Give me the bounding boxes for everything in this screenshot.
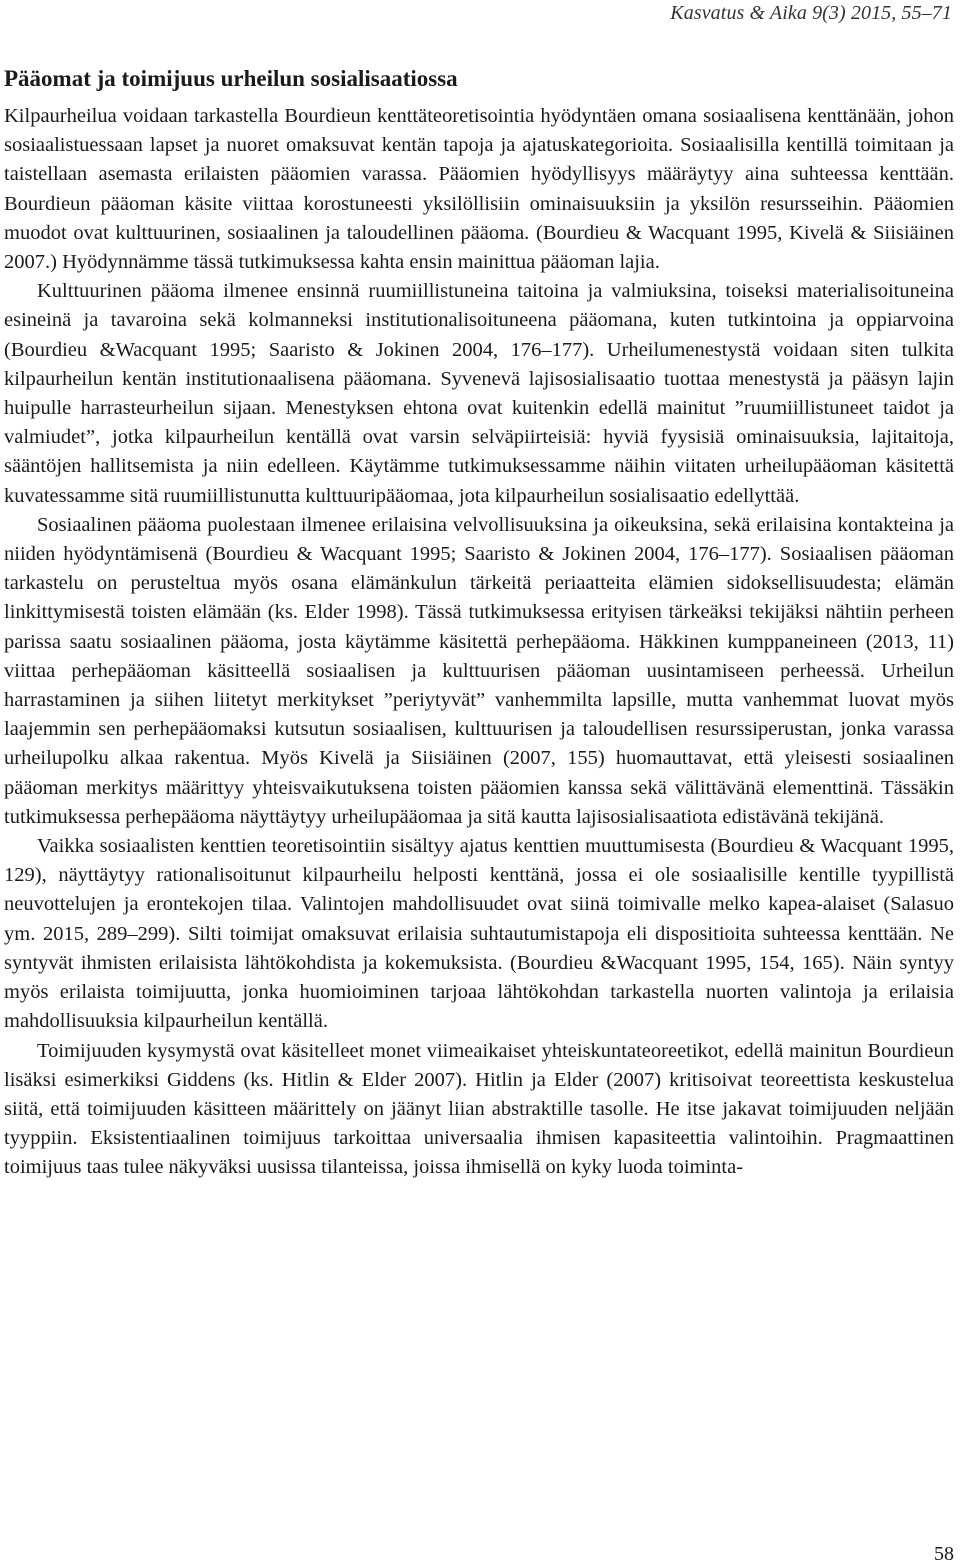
journal-reference: Kasvatus & Aika 9(3) 2015, 55–71 [670, 2, 952, 24]
paragraph-1: Kilpaurheilua voidaan tarkastella Bourdieun kenttäteoretisointia hyödyntäen omana sosiaalisena kenttänään, johon sosiaalistuessaan lapset ja nuoret omaksuvat kentän tapoja ja ajatuskategorioita. Sosiaalisilla kentillä toimitaan ja taistellaan asemasta erilaisten pääomien varassa. Pääomien hyödyllisyys määräytyy aina suhteessa kenttään. Bourdieun pääoman käsite viittaa korostuneesti yksilöllisiin ominaisuuksiin ja yksilön resursseihin. Pääomien muodot ovat kulttuurinen, sosiaalinen ja taloudellinen pääoma. (Bourdieu & Wacquant 1995, Kivelä & Siisiäinen 2007.) Hyödynnämme tässä tutkimuksessa kahta ensin mainittua pääoman lajia. [4, 105, 954, 274]
article-body [4, 64, 954, 1183]
section-heading: Pääomat ja toimijuus urheilun sosialisaatiossa [4, 66, 458, 91]
paragraph-3: Sosiaalinen pääoma puolestaan ilmenee erilaisina velvollisuuksina ja oikeuksina, sekä erilaisina kontakteina ja niiden hyödyntämisenä (Bourdieu & Wacquant 1995; Saaristo & Jokinen 2004, 176–177). Sosiaalisen pääoman tarkastelu on perusteltua myös osana elämänkulun tärkeitä periaatteita elämien sidoksellisuudesta; elämän linkittymisestä toisten elämään (ks. Elder 1998). Tässä tutkimuksessa erityisen tärkeäksi tekijäksi nähtiin perheen parissa saatu sosiaalinen pääoma, josta käytämme käsitettä perhepääoma. Häkkinen kumppaneineen (2013, 11) viittaa perhepääoman käsitteellä sosiaalisen ja kulttuurisen pääoman uusintamiseen perheessä. Urheilun harrastaminen ja siihen liitetyt merkitykset ”periytyvät” vanhemmilta lapsille, mutta vanhemmat luovat myös laajemmin sen perhepääomaksi kutsutun sosiaalisen, kulttuurisen ja taloudellisen resurssiperustan, jonka varassa urheilupolku alkaa rakentua. Myös Kivelä ja Siisiäinen (2007, 155) huomauttavat, että yleisesti sosiaalinen pääoman merkitys määrittyy yhteisvaikutuksena toisten pääomien kanssa sekä välittävänä elementtinä. Tässäkin tutkimuksessa perhepääoma näyttäytyy urheilupääomaa ja sitä kautta lajisosialisaatiota edistävänä tekijänä. [4, 513, 954, 828]
paragraph-5: Toimijuuden kysymystä ovat käsitelleet monet viimeaikaiset yhteiskuntateoreetikot, edellä mainitun Bourdieun lisäksi esimerkiksi Giddens (ks. Hitlin & Elder 2007). Hitlin ja Elder (2007) kritisoivat teoreettista keskustelua siitä, että toimijuuden käsitteen määrittely on jäänyt liian abstraktille tasolle. He itse jakavat toimijuuden neljään tyyppiin. Eksistentiaalinen toimijuus tarkoittaa universaalia ihmisen kapasiteettia valintoihin. Pragmaattinen toimijuus taas tulee näkyväksi uusissa tilanteissa, joissa ihmisellä on kyky luoda toiminta- [4, 1039, 954, 1179]
paragraph-4: Vaikka sosiaalisten kenttien teoretisointiin sisältyy ajatus kenttien muuttumisesta (Bourdieu & Wacquant 1995, 129), näyttäytyy rationalisoitunut kilpaurheilu helposti kenttänä, jossa ei ole sosiaalisille kentille tyypillistä neuvottelujen ja erontekojen tilaa. Valintojen mahdollisuudet ovat siinä toimivalle melko kapea-alaiset (Salasuo ym. 2015, 289–299). Silti toimijat omaksuvat erilaisia suhtautumistapoja eli dispositioita suhteessa kenttään. Ne syntyvät ihmisten erilaisista lähtökohdista ja kokemuksista. (Bourdieu &Wacquant 1995, 154, 165). Näin syntyy myös erilaista toimijuutta, jonka huomioiminen tarjoaa lähtökohdan tarkastella nuorten valintoja ja erilaisia mahdollisuuksia kilpaurheilun kentällä. [4, 835, 954, 1033]
paragraph-2: Kulttuurinen pääoma ilmenee ensinnä ruumiillistuneina taitoina ja valmiuksina, toiseksi materialisoituneina esineinä ja tavaroina sekä kolmanneksi institutionalisoituneena pääomana, kuten tutkintoina ja oppiarvoina (Bourdieu &Wacquant 1995; Saaristo & Jokinen 2004, 176–177). Urheilumenestystä voidaan siten tulkita kilpaurheilun kentän institutionaalisena pääomana. Syvenevä lajisosialisaatio tuottaa menestystä ja pääsyn lajin huipulle harrasteurheilun sijaan. Menestyksen ehtona ovat kuitenkin edellä mainitut ”ruumiillistuneet taidot ja valmiudet”, jotka kilpaurheilun kentällä ovat varsin selväpiirteisiä: hyviä fyysisiä ominaisuuksia, lajitaitoja, sääntöjen hallitsemista ja niin edelleen. Käytämme tutkimuksessamme näihin viitaten urheilupääoman käsitettä kuvatessamme sitä ruumiillistunutta kulttuuripääomaa, jota kilpaurheilun sosialisaatio edellyttää. [4, 280, 954, 507]
page-number: 58 [934, 1543, 954, 1565]
